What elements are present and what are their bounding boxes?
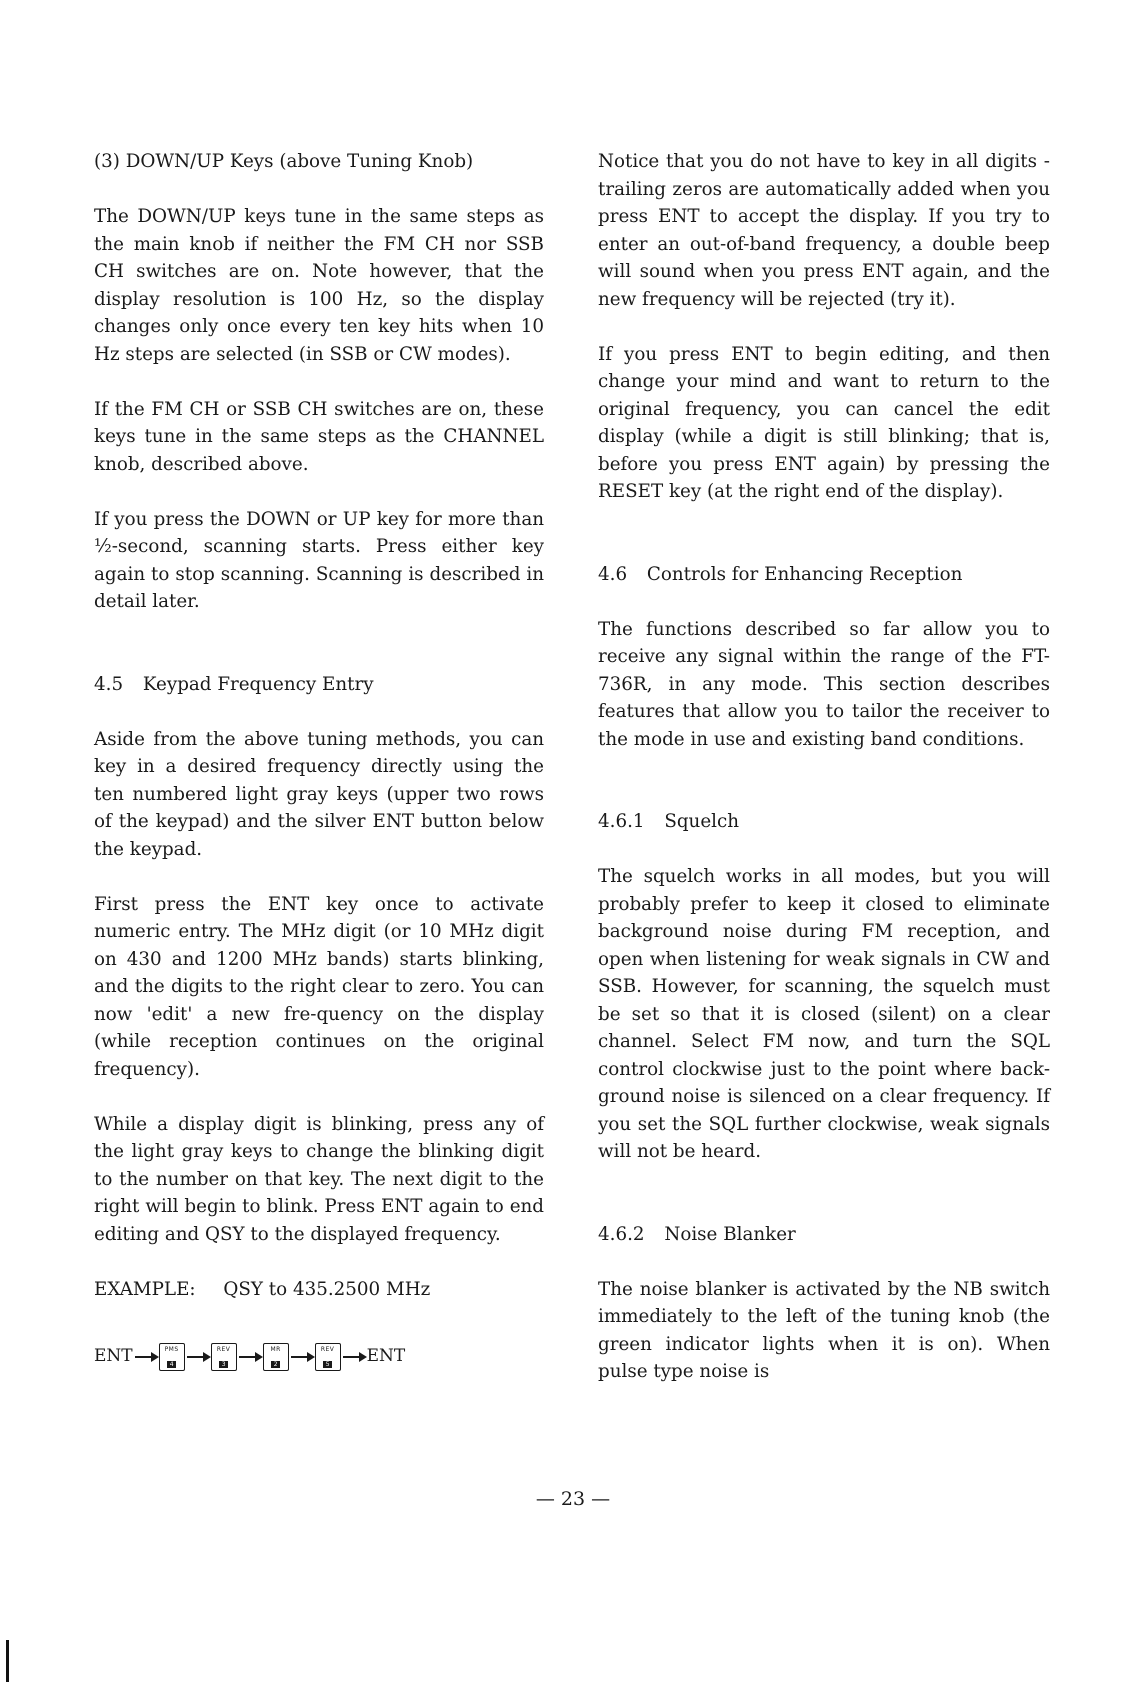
paragraph-trailing-zeros: Notice that you do not have to key in all digits - trailing zeros are automatically added when you press ENT to accept the display. If you try to enter an out-of-band frequency, a double beep will sound when you press ENT again, and the new frequency will be rejected (try it). xyxy=(598,151,1050,310)
key-label-top: MR xyxy=(270,1345,281,1353)
key-rev-3 xyxy=(211,1343,237,1371)
right-column xyxy=(598,148,1050,1413)
key-label-digit: 2 xyxy=(271,1361,280,1368)
left-column xyxy=(94,148,544,1377)
paragraph-blinking-digit: While a display digit is blinking, press any of the light gray keys to change the blinking digit to the number on that key. The next digit to the right will begin to blink. Press ENT again to end editing and QSY to the displayed frequency. xyxy=(94,1113,544,1245)
paragraph-squelch: The squelch works in all modes, but you will probably prefer to keep it closed to eliminate background noise during FM reception, and open when listening for weak signals in CW and SSB. However, for scanning, the squelch must be set so that it is closed (silent) on a clear channel. Select FM now, and turn the SQL control clockwise just to the point where back-ground noise is silenced on a clear frequency. If you set the SQL further clockwise, weak signals will not be heard. xyxy=(598,866,1050,1162)
ent-end-label: ENT xyxy=(366,1345,406,1366)
section-3-heading: (3) DOWN/UP Keys (above Tuning Knob) xyxy=(94,151,474,172)
key-mr-2 xyxy=(263,1343,289,1371)
section-4-5-heading xyxy=(94,671,544,699)
section-title: Controls for Enhancing Reception xyxy=(646,563,963,585)
section-number: 4.5 xyxy=(94,673,124,695)
section-number: 4.6 xyxy=(598,563,628,585)
arrow-icon xyxy=(343,1356,365,1358)
key-label-top: REV xyxy=(216,1345,231,1353)
ent-start-label: ENT xyxy=(94,1345,133,1366)
example-line xyxy=(94,1276,544,1304)
scan-edge-mark xyxy=(6,1640,9,1682)
paragraph-keypad-entry: Aside from the above tuning methods, you can key in a desired frequency directly using the ten numbered light gray keys (upper two rows of the keypad) and the silver ENT button below the keypad. xyxy=(94,728,544,860)
arrow-icon xyxy=(187,1356,209,1358)
section-number: 4.6.2 xyxy=(598,1223,645,1245)
section-title: Squelch xyxy=(664,811,740,832)
paragraph-fm-ssb-ch: If the FM CH or SSB CH switches are on, these keys tune in the same steps as the CHANNEL knob, described above. xyxy=(94,398,544,475)
paragraph-ent-activate: First press the ENT key once to activate numeric entry. The MHz digit (or 10 MHz digit on 430 and 1200 MHz bands) starts blinking, and the digits to the right clear to zero. You can now 'edit' a new fre-quency on the display (while reception continues on the original frequency). xyxy=(94,893,544,1080)
key-sequence-diagram xyxy=(94,1337,544,1377)
paragraph-scanning: If you press the DOWN or UP key for more than ½-second, scanning starts. Press either key again to stop scanning. Scanning is described in detail later. xyxy=(94,508,544,612)
section-title: Keypad Frequency Entry xyxy=(142,673,374,695)
section-4-6-2-heading xyxy=(598,1221,1050,1249)
arrow-icon xyxy=(291,1356,313,1358)
key-label-digit: 4 xyxy=(167,1361,176,1368)
section-title: Noise Blanker xyxy=(664,1223,796,1245)
arrow-icon xyxy=(239,1356,261,1358)
arrow-icon xyxy=(135,1356,157,1358)
paragraph-functions: The functions described so far allow you to receive any signal within the range of the FT-736R, in any mode. This section describes features that allow you to tailor the receiver to the mode in use and existing band conditions. xyxy=(598,618,1050,750)
key-label-top: REV xyxy=(320,1345,335,1353)
paragraph-noise-blanker: The noise blanker is activated by the NB switch immediately to the left of the tuning knob (the green indicator lights when it is on). When pulse type noise is xyxy=(598,1278,1050,1382)
key-pms-4 xyxy=(159,1343,185,1371)
section-4-6-1-heading xyxy=(598,808,1050,836)
example-text: QSY to 435.2500 MHz xyxy=(223,1278,431,1300)
page-number: — 23 — xyxy=(535,1488,611,1510)
example-label: EXAMPLE: xyxy=(94,1278,196,1300)
key-rev-5 xyxy=(315,1343,341,1371)
key-label-top: PMS xyxy=(164,1345,179,1353)
paragraph-cancel-edit: If you press ENT to begin editing, and then change your mind and want to return to the original frequency, you can cancel the edit display (while a digit is still blinking; that is, before you press ENT again) by pressing the RESET key (at the right end of the display). xyxy=(598,343,1050,502)
paragraph-down-up-steps: The DOWN/UP keys tune in the same steps as the main knob if neither the FM CH nor SSB CH switches are on. Note however, that the display resolution is 100 Hz, so the display changes only once every ten key hits when 10 Hz steps are selected (in SSB or CW modes). xyxy=(94,206,544,365)
section-4-6-heading xyxy=(598,561,1050,589)
section-number: 4.6.1 xyxy=(598,811,645,832)
key-label-digit: 5 xyxy=(323,1361,332,1368)
key-label-digit: 3 xyxy=(219,1361,228,1368)
